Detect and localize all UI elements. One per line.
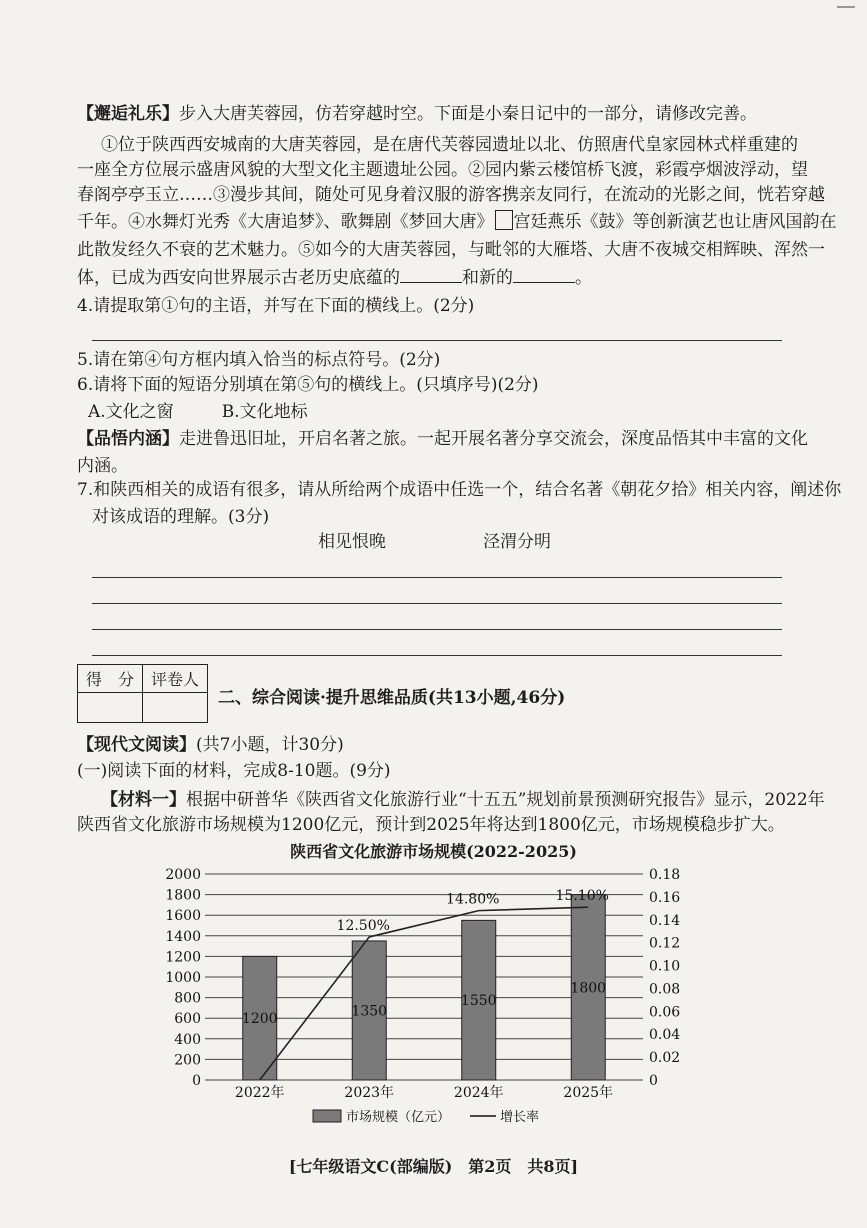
question-5: 5.请在第④句方框内填入恰当的标点符号。(2分) (77, 350, 441, 370)
score-cell[interactable] (78, 693, 143, 723)
section-intro-cont: 内涵。 (77, 456, 128, 476)
legend-bar-swatch (313, 1110, 341, 1122)
section-intro-line (77, 103, 757, 125)
y-right-tick-label: 0.04 (649, 1027, 681, 1044)
growth-rate-label: 14.80% (446, 891, 500, 908)
scan-corner-mark (837, 6, 855, 18)
option-b: B.文化地标 (221, 402, 308, 422)
y-left-tick-label: 1600 (165, 908, 201, 925)
y-left-tick-label: 400 (174, 1031, 201, 1048)
market-size-chart (0, 858, 867, 1128)
passage-text: 千年。④水舞灯光秀《大唐追梦》、歌舞剧《梦回大唐》 (77, 212, 494, 232)
reading-1-intro: (一)阅读下面的材料，完成8-10题。(9分) (77, 761, 391, 781)
answer-blank-1[interactable] (400, 266, 462, 283)
idiom-2: 泾渭分明 (483, 532, 551, 552)
y-right-tick-label: 0.14 (649, 912, 681, 929)
bar-value-label: 1200 (241, 1011, 278, 1028)
passage-line (77, 210, 837, 233)
x-tick-label: 2024年 (453, 1085, 504, 1101)
x-tick-label: 2025年 (563, 1085, 614, 1101)
growth-rate-label: 15.10% (555, 888, 609, 905)
passage-text: 和新的 (462, 268, 513, 288)
grader-cell[interactable] (143, 693, 208, 723)
section-info: (共7小题，计30分) (196, 735, 344, 755)
y-right-tick-label: 0.06 (649, 1004, 681, 1021)
part-2-title: 二、综合阅读·提升思维品质(共13小题,46分) (218, 688, 566, 708)
section-intro: 步入大唐芙蓉园，仿若穿越时空。下面是小秦日记中的一部分，请修改完善。 (179, 104, 757, 124)
passage-text: 体，已成为西安向世界展示古老历史底蕴的 (77, 268, 400, 288)
material-tag: 【材料一】 (101, 790, 186, 810)
y-right-tick-label: 0.12 (649, 935, 681, 952)
y-right-tick-label: 0.02 (649, 1050, 681, 1067)
section-intro-line (77, 428, 808, 450)
answer-line[interactable] (92, 629, 782, 630)
growth-rate-label: 12.50% (336, 917, 390, 934)
passage-text: 。 (575, 268, 592, 288)
y-left-tick-label: 2000 (165, 867, 201, 883)
section-intro: 走进鲁迅旧址，开启名著之旅。一起开展名著分享交流会，深度品悟其中丰富的文化 (179, 429, 808, 449)
answer-line[interactable] (92, 603, 782, 604)
question-6: 6.请将下面的短语分别填在第⑤句的横线上。(只填序号)(2分) (77, 375, 539, 395)
option-a: A.文化之窗 (88, 402, 174, 422)
score-table (77, 664, 208, 723)
y-left-tick-label: 1000 (165, 970, 201, 986)
section-tag: 【品悟内涵】 (77, 429, 179, 449)
legend-bar-label: 市场规模（亿元） (346, 1110, 451, 1125)
y-left-tick-label: 600 (174, 1011, 201, 1028)
material-1-line: 陕西省文化旅游市场规模为1200亿元，预计到2025年将达到1800亿元，市场规模稳步扩大。 (77, 815, 785, 835)
chart-title: 陕西省文化旅游市场规模(2022-2025) (290, 842, 577, 861)
idiom-1: 相见恨晚 (318, 532, 386, 552)
passage-line (77, 266, 592, 289)
x-tick-label: 2023年 (344, 1085, 395, 1101)
section-tag: 【邂逅礼乐】 (77, 104, 179, 124)
passage-text: 宫廷燕乐《鼓》等创新演艺也让唐风国韵在 (513, 212, 837, 232)
bar-value-label: 1350 (351, 1003, 388, 1020)
question-4: 4.请提取第①句的主语，并写在下面的横线上。(2分) (77, 296, 475, 316)
passage-line: ①位于陕西西安城南的大唐芙蓉园，是在唐代芙蓉园遗址以北、仿照唐代皇家园林式样重建的 (101, 135, 798, 155)
score-header: 得 分 (78, 665, 143, 693)
growth-rate-line (260, 907, 589, 1080)
x-tick-label: 2022年 (234, 1085, 285, 1101)
y-left-tick-label: 0 (192, 1073, 201, 1089)
punctuation-answer-box[interactable] (495, 210, 513, 230)
y-right-tick-label: 0.10 (649, 958, 681, 975)
passage-line: 春阁亭亭玉立……③漫步其间，随处可见身着汉服的游客携亲友同行，在流动的光影之间，恍若穿越 (77, 185, 825, 205)
passage-line: 此散发经久不衰的艺术魅力。⑤如今的大唐芙蓉园，与毗邻的大雁塔、大唐不夜城交相辉映、浑然一 (77, 240, 825, 260)
modern-reading-header (77, 734, 344, 756)
answer-line[interactable] (92, 577, 782, 578)
section-tag: 【现代文阅读】 (77, 735, 196, 755)
grader-header: 评卷人 (143, 665, 208, 693)
question-7: 7.和陕西相关的成语有很多，请从所给两个成语中任选一个，结合名著《朝花夕拾》相关内容，阐述你 (77, 480, 842, 500)
y-left-tick-label: 1400 (165, 928, 201, 945)
answer-line[interactable] (92, 655, 782, 656)
legend-line-label: 增长率 (500, 1110, 540, 1125)
page-footer: [七年级语文C(部编版) 第2页 共8页] (288, 1157, 579, 1176)
bar-value-label: 1550 (460, 993, 497, 1010)
question-6-options (88, 401, 308, 423)
question-7-cont: 对该成语的理解。(3分) (92, 507, 270, 527)
material-1-line (101, 789, 825, 811)
y-right-tick-label: 0 (649, 1073, 658, 1089)
y-left-tick-label: 800 (174, 990, 201, 1007)
answer-line[interactable] (92, 340, 782, 341)
answer-blank-2[interactable] (513, 266, 575, 283)
y-left-tick-label: 200 (174, 1052, 201, 1069)
y-right-tick-label: 0.08 (649, 981, 681, 998)
passage-line: 一座全方位展示盛唐风貌的大型文化主题遗址公园。②园内紫云楼馆桥飞渡，彩霞亭烟波浮动，望 (77, 160, 808, 180)
y-left-tick-label: 1200 (165, 949, 201, 966)
material-text: 根据中研普华《陕西省文化旅游行业“十五五”规划前景预测研究报告》显示，2022年 (186, 790, 825, 810)
bar-value-label: 1800 (570, 980, 607, 997)
y-right-tick-label: 0.18 (649, 867, 681, 883)
y-right-tick-label: 0.16 (649, 889, 681, 906)
y-left-tick-label: 1800 (165, 887, 201, 904)
